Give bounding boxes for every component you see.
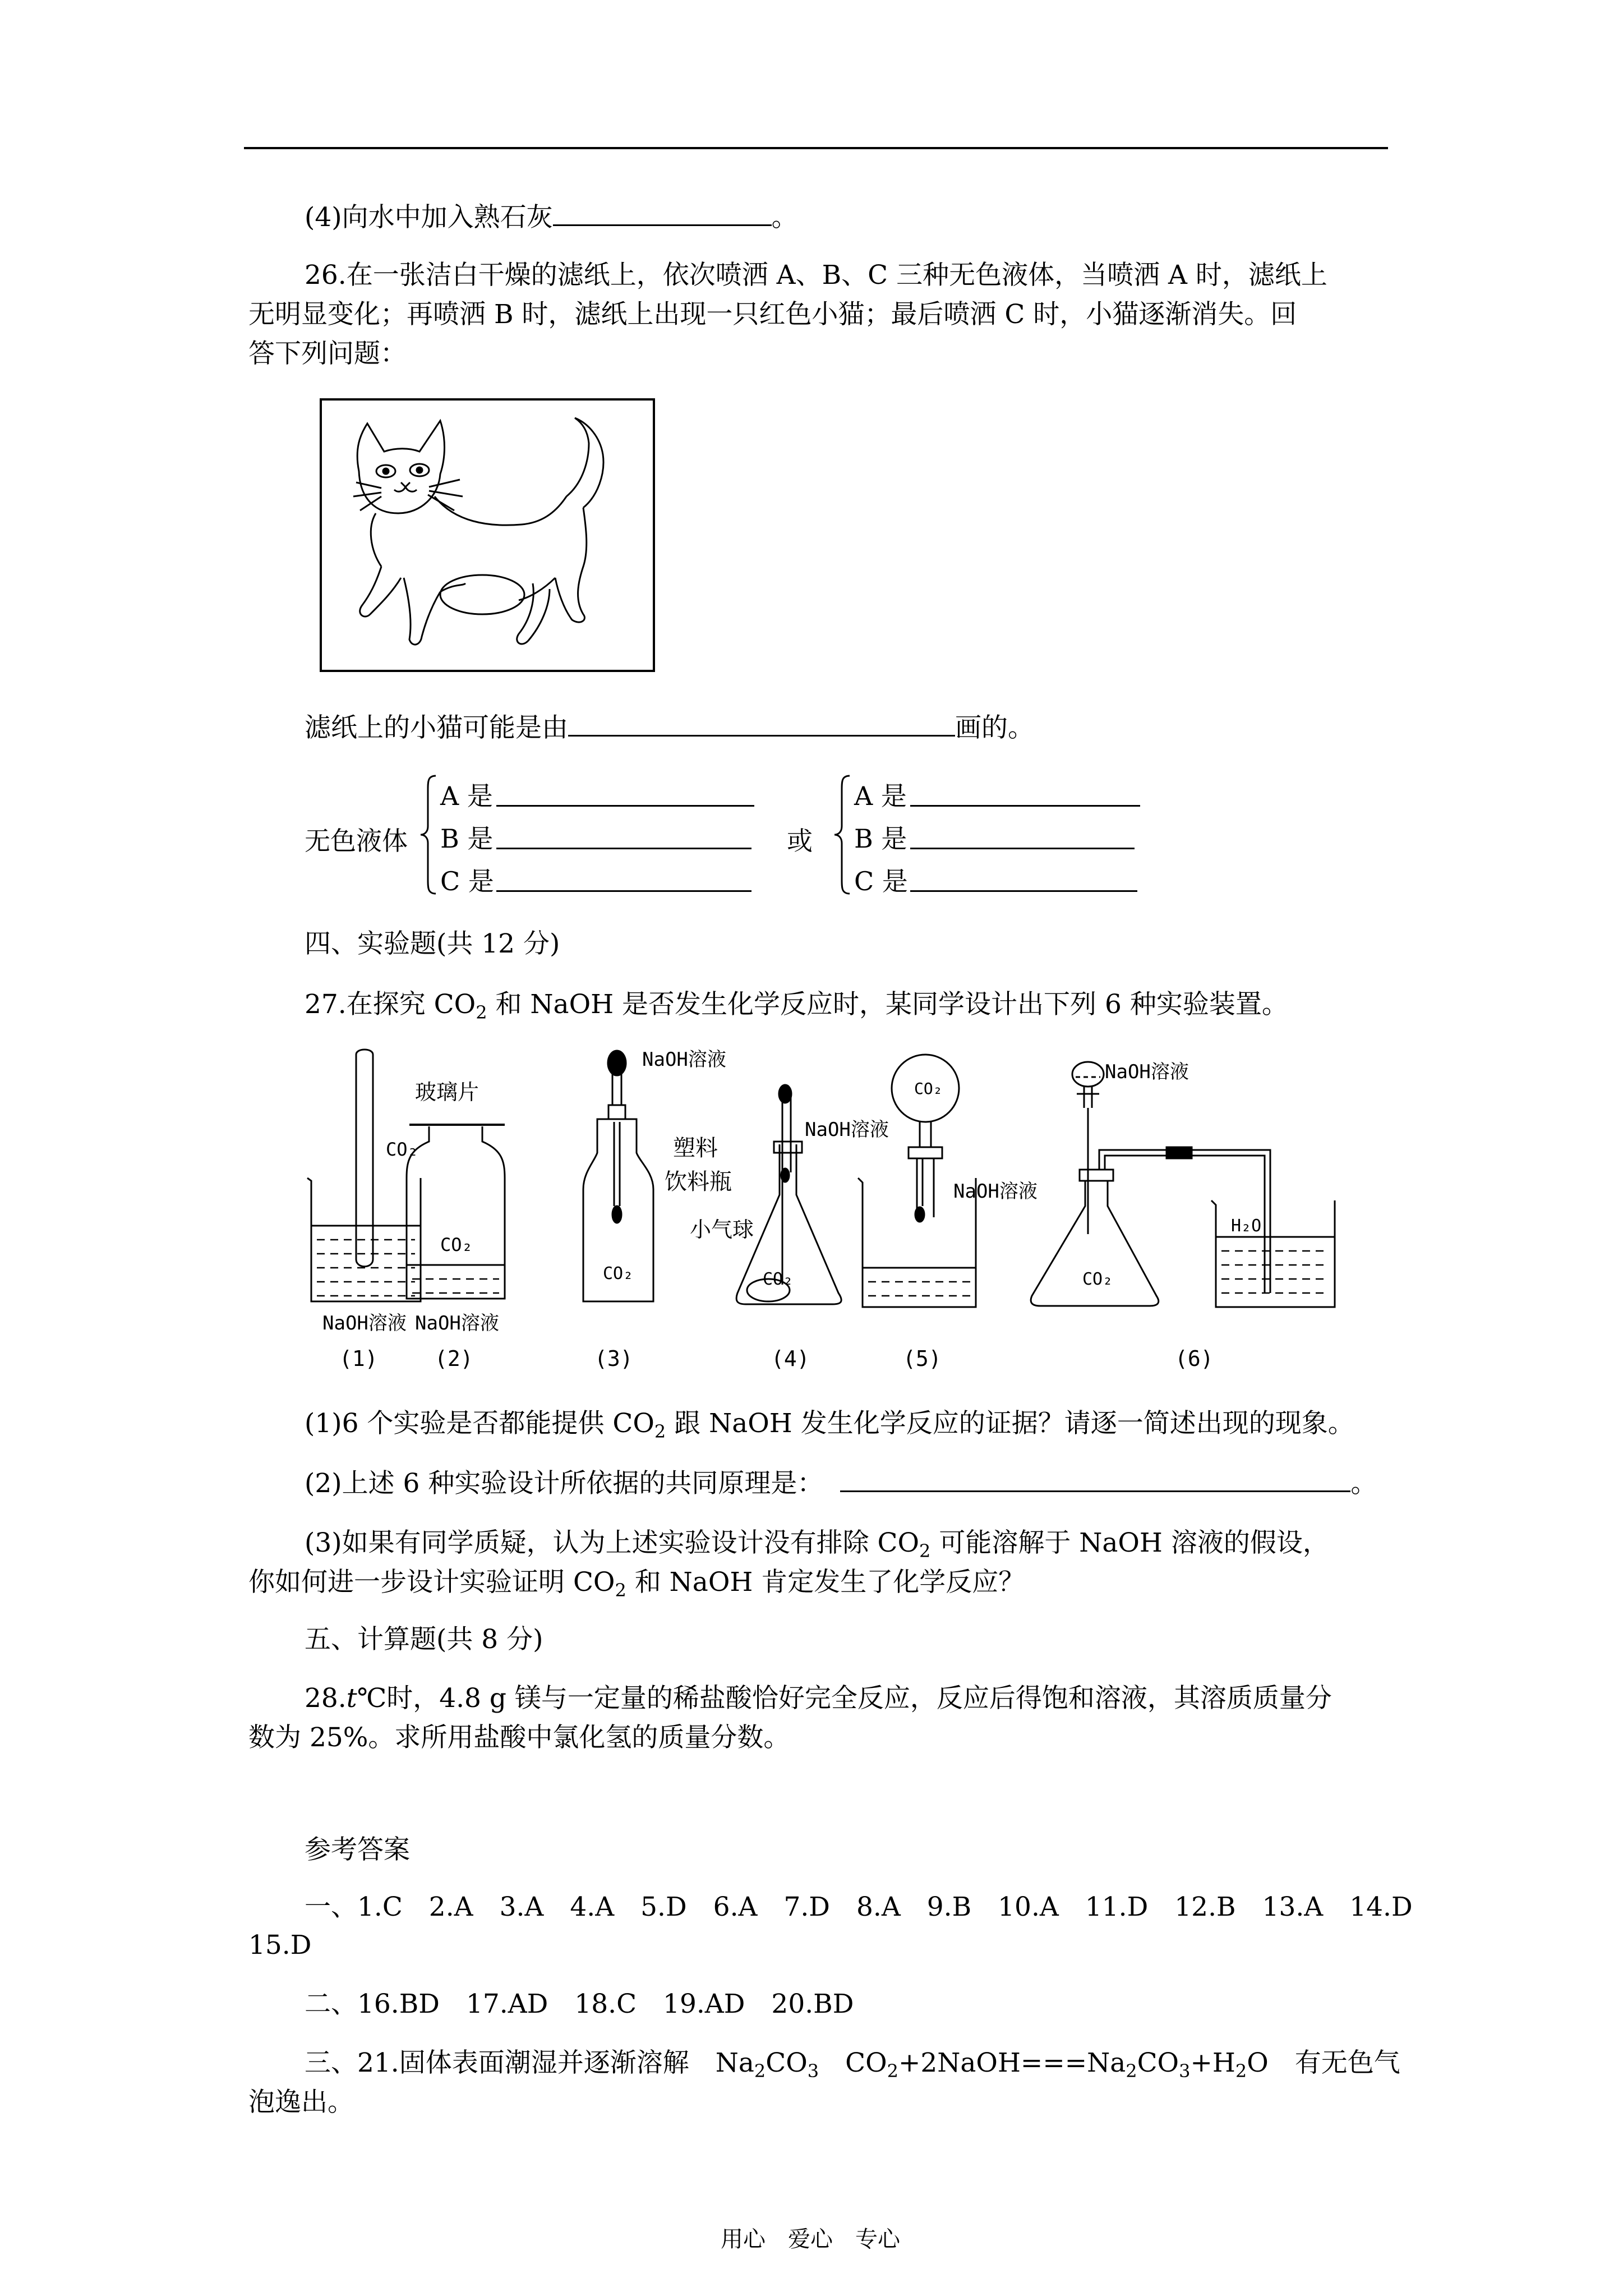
q26-line3: 答下列问题：	[248, 338, 407, 369]
q27-3-l2-sub: 2	[615, 1580, 626, 1601]
q26-drawn-by	[305, 710, 1034, 747]
page-footer: 用心 爱心 专心	[721, 2226, 900, 2252]
a3-eq-sub3: 2	[1235, 2060, 1247, 2082]
a3-co3: CO	[766, 2047, 808, 2078]
fig-h2o: H₂O	[1231, 1216, 1262, 1236]
q27-1-pre: (1)6 个实验是否都能提供 CO	[305, 1408, 654, 1439]
answer-blank-right-a[interactable]	[910, 783, 1140, 807]
q27-3-line1	[305, 1525, 1329, 1570]
fig-naoh-5: NaOH溶液	[953, 1180, 1038, 1203]
q27-intro-sub: 2	[476, 1002, 487, 1023]
answers-part1-wrap: 15.D	[248, 1930, 312, 1961]
q27-3-line2	[248, 1564, 1025, 1609]
section5-title: 五、计算题(共 8 分)	[305, 1624, 543, 1655]
answer-blank[interactable]	[568, 712, 955, 737]
q26-line2: 无明显变化；再喷洒 B 时，滤纸上出现一只红色小猫；最后喷洒 C 时，小猫逐渐消失。回	[248, 299, 1297, 330]
q26-line1: 26.在一张洁白干燥的滤纸上，依次喷洒 A、B、C 三种无色液体，当喷洒 A 时，滤纸上	[305, 260, 1327, 291]
q27-intro-pre: 27.在探究 CO	[305, 989, 476, 1020]
a3-eq-o: O 有无色气	[1247, 2047, 1400, 2078]
fig-naoh-2: NaOH溶液	[415, 1312, 499, 1335]
q27-2	[305, 1465, 1377, 1502]
q27-2-end: 。	[1350, 1468, 1377, 1499]
q27-3-post: 可能溶解于 NaOH 溶液的假设，	[930, 1527, 1329, 1558]
or-label: 或	[787, 826, 813, 856]
q27-1-sub: 2	[654, 1421, 666, 1442]
answers-part1: 一、1.C 2.A 3.A 4.A 5.D 6.A 7.D 8.A 9.B 10.A 11.D 12.B 13.A 14.D	[305, 1892, 1413, 1922]
header-rule	[244, 147, 1388, 149]
fig-co2-3: CO₂	[603, 1264, 634, 1283]
fig-co2-6: CO₂	[1082, 1269, 1113, 1289]
left-a-label: A 是	[440, 781, 493, 811]
apparatus-figure	[303, 1043, 1262, 1380]
left-b-label: B 是	[440, 823, 494, 854]
right-b-label: B 是	[854, 823, 907, 854]
a3-sub1: 2	[754, 2060, 766, 2082]
answer-blank[interactable]	[840, 1468, 1350, 1492]
q25-4-end: 。	[771, 202, 798, 233]
fig-co2-5: CO₂	[914, 1079, 943, 1098]
fig-naoh-4: NaOH溶液	[805, 1119, 889, 1141]
q27-3-l2-post: 和 NaOH 肯定发生了化学反应？	[626, 1567, 1025, 1598]
q27-1	[305, 1405, 1354, 1450]
a3-eq: +2NaOH===Na	[898, 2047, 1126, 2078]
a3-eq-co3: CO	[1137, 2047, 1179, 2078]
drawn-by-post: 画的。	[955, 712, 1034, 743]
right-c-label: C 是	[854, 866, 908, 896]
fig-plastic-2: 饮料瓶	[665, 1169, 732, 1195]
left-c-label: C 是	[440, 866, 494, 896]
a3-eq-sub1: 2	[1126, 2060, 1137, 2082]
fig-label-3: (3)	[594, 1346, 633, 1371]
q28-line1	[305, 1680, 1332, 1717]
q27-2-pre: (2)上述 6 种实验设计所依据的共同原理是：	[305, 1468, 824, 1499]
fig-naoh-1: NaOH溶液	[322, 1312, 407, 1335]
q27-3-sub: 2	[919, 1540, 931, 1562]
q27-1-post: 跟 NaOH 发生化学反应的证据？请逐一简述出现的现象。	[666, 1408, 1354, 1439]
q25-4	[305, 199, 798, 236]
a3-sub2: 3	[807, 2060, 819, 2082]
liquid-label: 无色液体	[305, 826, 408, 856]
answer-blank-left-a[interactable]	[496, 783, 754, 807]
fig-label-6: (6)	[1175, 1346, 1214, 1371]
fig-co2-4: CO₂	[763, 1269, 794, 1289]
answers-part3	[305, 2045, 1400, 2090]
fig-label-4: (4)	[771, 1346, 810, 1371]
answer-blank[interactable]	[553, 202, 772, 226]
q27-intro	[305, 986, 1288, 1031]
fig-glass-slide: 玻璃片	[415, 1080, 479, 1105]
answers-part3-line2: 泡逸出。	[248, 2087, 354, 2118]
answers-part2: 二、16.BD 17.AD 18.C 19.AD 20.BD	[305, 1989, 854, 2019]
right-a-label: A 是	[854, 781, 907, 811]
q27-intro-post: 和 NaOH 是否发生化学反应时，某同学设计出下列 6 种实验装置。	[487, 989, 1288, 1020]
answers-title: 参考答案	[305, 1834, 410, 1865]
q28-t: t	[346, 1683, 357, 1714]
q28-post: ℃时，4.8 g 镁与一定量的稀盐酸恰好完全反应，反应后得饱和溶液，其溶质质量分	[357, 1683, 1332, 1714]
q28-line2: 数为 25%。求所用盐酸中氯化氢的质量分数。	[248, 1722, 790, 1753]
a3-mid: CO	[819, 2047, 887, 2078]
left-brace	[418, 773, 440, 896]
cat-picture	[320, 398, 656, 673]
answer-blank-right-c[interactable]	[910, 868, 1137, 892]
fig-balloon: 小气球	[690, 1217, 754, 1242]
drawn-by-pre: 滤纸上的小猫可能是由	[305, 712, 568, 743]
fig-naoh-3: NaOH溶液	[642, 1048, 726, 1071]
a3-co2-sub: 2	[887, 2060, 898, 2082]
fig-label-5: (5)	[903, 1346, 942, 1371]
fig-plastic-1: 塑料	[673, 1135, 718, 1161]
fig-co2-1: CO₂	[386, 1139, 418, 1160]
q27-3-pre: (3)如果有同学质疑，认为上述实验设计没有排除 CO	[305, 1527, 920, 1558]
fig-naoh-6: NaOH溶液	[1105, 1061, 1189, 1083]
a3-pre: 三、21.固体表面潮湿并逐渐溶解 Na	[305, 2047, 754, 2078]
a3-eq-sub2: 3	[1179, 2060, 1191, 2082]
fig-co2-2: CO₂	[440, 1234, 473, 1255]
q27-3-l2-pre: 你如何进一步设计实验证明 CO	[248, 1567, 615, 1598]
fig-label-2: (2)	[435, 1346, 473, 1371]
fig-label-1: (1)	[339, 1346, 378, 1371]
q28-pre: 28.	[305, 1683, 347, 1714]
answer-blank-left-b[interactable]	[496, 825, 751, 849]
right-brace	[832, 773, 854, 896]
a3-eq-h: +H	[1190, 2047, 1235, 2078]
q25-4-text: (4)向水中加入熟石灰	[305, 202, 553, 233]
answer-blank-right-b[interactable]	[910, 825, 1135, 849]
section4-title: 四、实验题(共 12 分)	[305, 928, 560, 959]
answer-blank-left-c[interactable]	[496, 868, 751, 892]
